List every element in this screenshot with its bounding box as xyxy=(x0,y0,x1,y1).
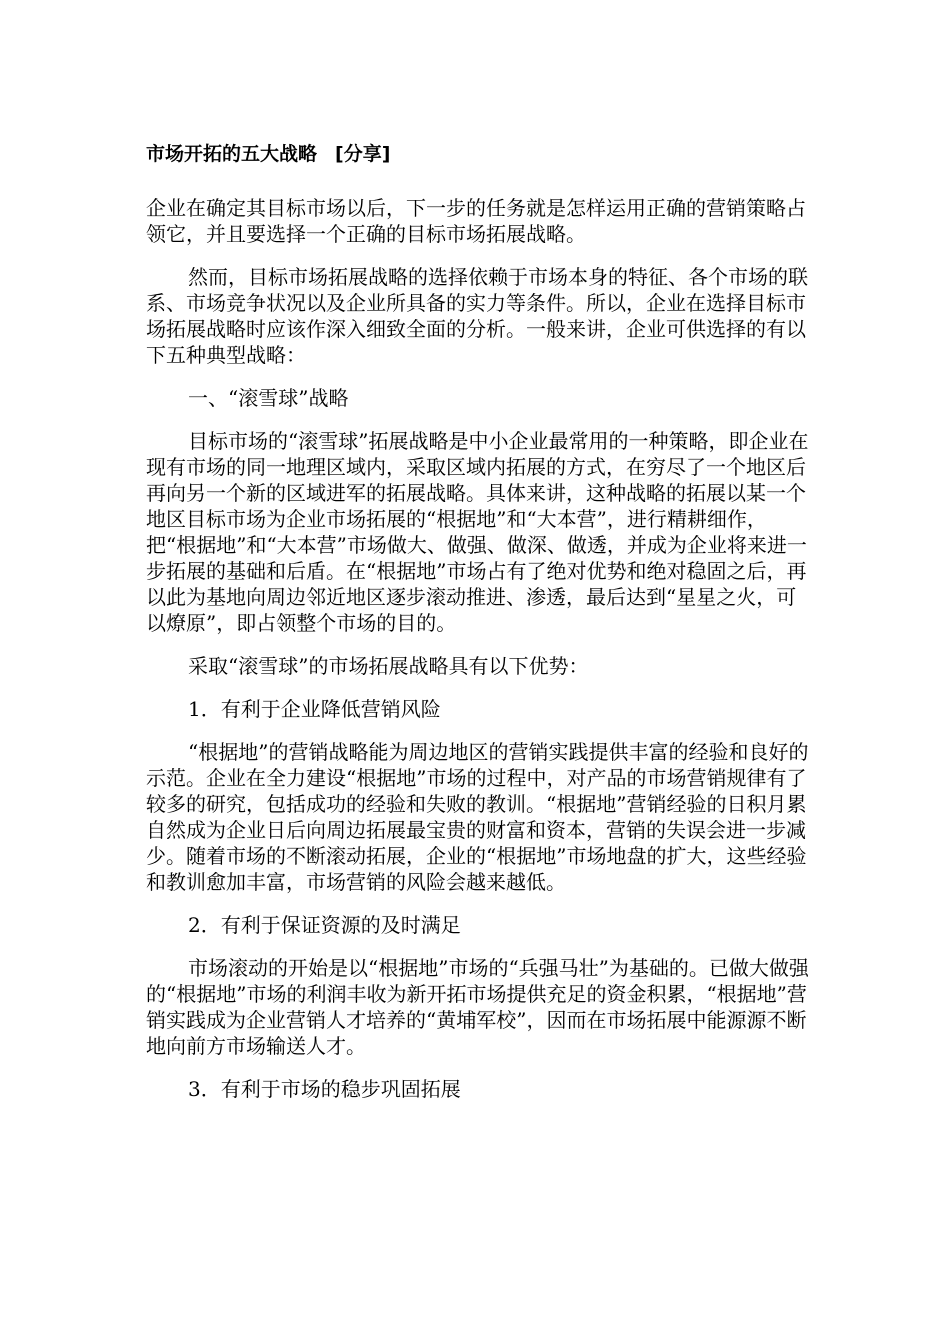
paragraph-resources: 市场滚动的开始是以“根据地”市场的“兵强马壮”为基础的。已做大做强的“根据地”市场的利润丰收为新开拓市场提供充足的资金积累，“根据地”营销实践成为企业营销人才培养的“黄埔军校”，因而在市场拓展中能源源不断地向前方市场输送人才。 xyxy=(146,956,809,1058)
title-tag: [分享] xyxy=(335,143,391,165)
document-title xyxy=(146,140,814,168)
paragraph-intro: 企业在确定其目标市场以后，下一步的任务就是怎样运用正确的营销策略占领它，并且要选择一个正确的目标市场拓展战略。 xyxy=(146,196,806,246)
subheading-resources: 2．有利于保证资源的及时满足 xyxy=(188,913,461,937)
section-heading-snowball: 一、“滚雪球”战略 xyxy=(188,386,349,410)
paragraph-advantages-intro: 采取“滚雪球”的市场拓展战略具有以下优势： xyxy=(188,654,589,678)
title-text: 市场开拓的五大战略 xyxy=(146,143,318,165)
subheading-steady-expansion: 3．有利于市场的稳步巩固拓展 xyxy=(188,1077,461,1101)
paragraph-snowball-description: 目标市场的“滚雪球”拓展战略是中小企业最常用的一种策略，即企业在现有市场的同一地理区域内，采取区域内拓展的方式，在穷尽了一个地区后再向另一个新的区域进军的拓展战略。具体来讲，这种战略的拓展以某一个地区目标市场为企业市场拓展的“根据地”和“大本营”，进行精耕细作，把“根据地”和“大本营”市场做大、做强、做深、做透，并成为企业将来进一步拓展的基础和后盾。在“根据地”市场占有了绝对优势和绝对稳固之后，再以此为基地向周边邻近地区逐步滚动推进、渗透，最后达到“星星之火，可以燎原”，即占领整个市场的目的。 xyxy=(146,429,809,635)
document-page xyxy=(146,140,814,1119)
paragraph-reduce-risk: “根据地”的营销战略能为周边地区的营销实践提供丰富的经验和良好的示范。企业在全力建设“根据地”市场的过程中，对产品的市场营销规律有了较多的研究，包括成功的经验和失败的教训。“根据地”营销经验的日积月累自然成为企业日后向周边拓展最宝贵的财富和资本，营销的失误会进一步减少。随着市场的不断滚动拓展，企业的“根据地”市场地盘的扩大，这些经验和教训愈加丰富，市场营销的风险会越来越低。 xyxy=(146,740,809,894)
subheading-reduce-risk: 1．有利于企业降低营销风险 xyxy=(188,697,441,721)
paragraph-overview: 然而，目标市场拓展战略的选择依赖于市场本身的特征、各个市场的联系、市场竞争状况以及企业所具备的实力等条件。所以，企业在选择目标市场拓展战略时应该作深入细致全面的分析。一般来讲，企业可供选择的有以下五种典型战略： xyxy=(146,265,808,367)
